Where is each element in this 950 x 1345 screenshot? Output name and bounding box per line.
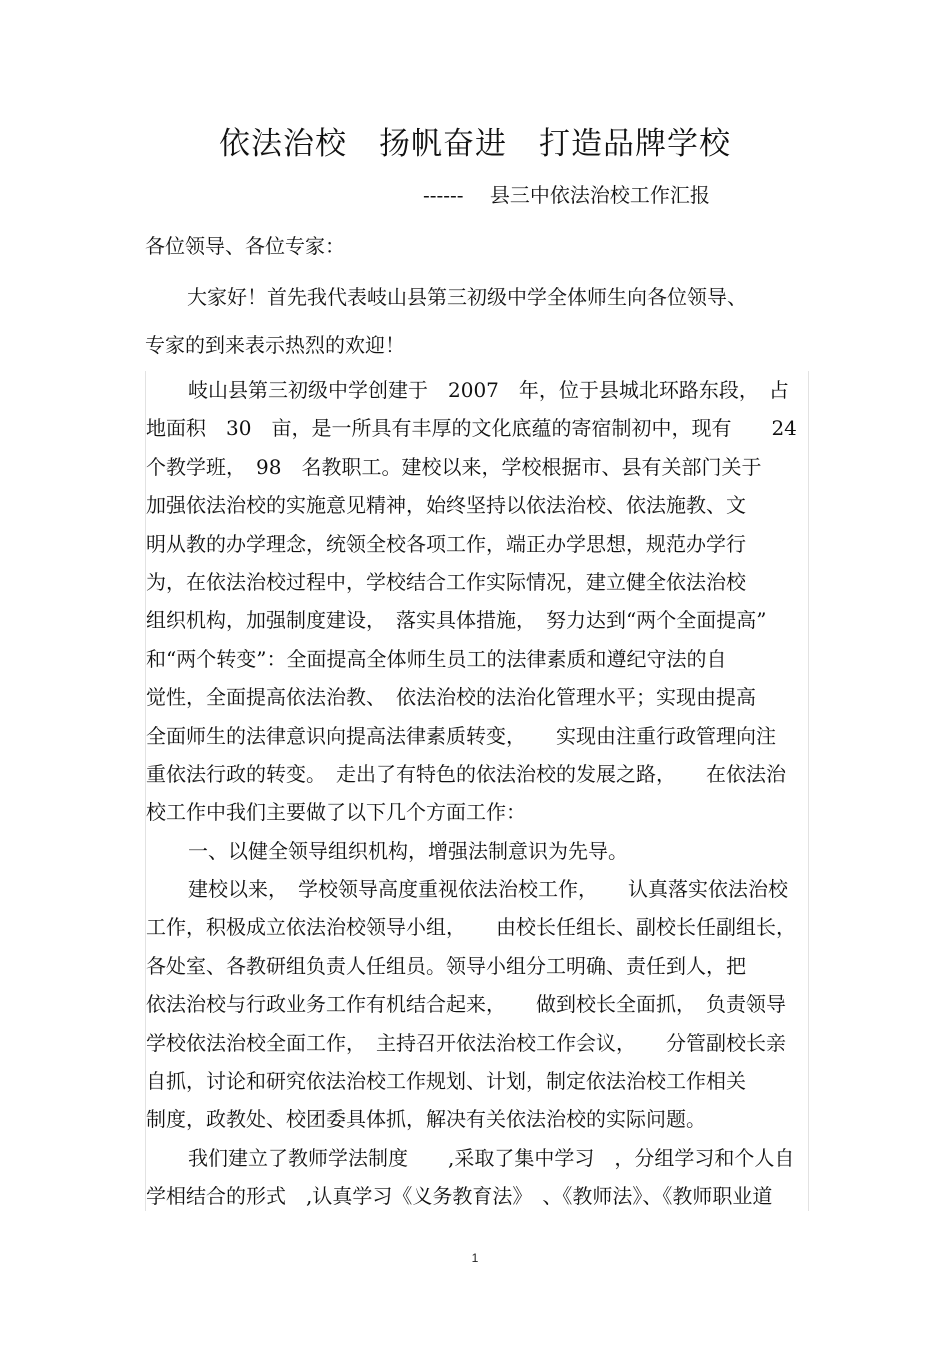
body-line: 各处室、各教研组负责人任组员。领导小组分工明确、责任到人，把	[146, 953, 746, 978]
body-line: 觉性，全面提高依法治教、 依法治校的法治化管理水平；实现由提高	[146, 685, 756, 710]
salutation: 各位领导、各位专家：	[145, 234, 345, 258]
body-line: 校工作中我们主要做了以下几个方面工作：	[146, 800, 526, 825]
body-line: 自抓，讨论和研究依法治校工作规划、计划，制定依法治校工作相关	[146, 1069, 746, 1094]
body-line: 重依法行政的转变。 走出了有特色的依法治校的发展之路， 在依法治	[146, 761, 786, 786]
body-line: 学校依法治校全面工作， 主持召开依法治校工作会议， 分管副校长亲	[146, 1030, 786, 1055]
body-line: 制度，政教处、校团委具体抓，解决有关依法治校的实际问题。	[146, 1107, 706, 1132]
body-line: 岐山县第三初级中学创建于 2007 年，位于县城北环路东段， 占	[188, 378, 789, 402]
body-line: 学相结合的形式 ,认真学习《义务教育法》 、《教师法》、《教师职业道	[146, 1184, 773, 1209]
body-line: 明从教的办学理念，统领全校各项工作，端正办学思想，规范办学行	[146, 531, 746, 556]
body-line: 依法治校与行政业务工作有机结合起来， 做到校长全面抓， 负责领导	[146, 992, 786, 1017]
document-subtitle: ------ 县三中依法治校工作汇报	[423, 183, 710, 207]
body-line: 为，在依法治校过程中，学校结合工作实际情况，建立健全依法治校	[146, 569, 746, 594]
page-number: 1	[471, 1251, 479, 1265]
body-line: 工作，积极成立依法治校领导小组， 由校长任组长、副校长任副组长，	[146, 915, 796, 940]
body-line: 地面积 30 亩，是一所具有丰厚的文化底蕴的寄宿制初中，现有 24	[146, 416, 797, 441]
body-line: 全面师生的法律意识向提高法律素质转变， 实现由注重行政管理向注	[146, 723, 776, 748]
body-line: 组织机构，加强制度建设， 落实具体措施， 努力达到“两个全面提高”	[146, 608, 767, 633]
intro-line: 大家好！首先我代表岐山县第三初级中学全体师生向各位领导、	[187, 285, 747, 309]
body-line: 我们建立了教师学法制度 ,采取了集中学习 ，分组学习和个人自	[188, 1145, 795, 1170]
body-line: 和“两个转变”：全面提高全体师生员工的法律素质和遵纪守法的自	[146, 646, 727, 671]
body-text-block	[145, 371, 809, 1211]
intro-line: 专家的到来表示热烈的欢迎！	[145, 333, 405, 357]
body-line: 个教学班， 98 名教职工。建校以来，学校根据市、县有关部门关于	[146, 454, 762, 479]
body-line: 加强依法治校的实施意见精神，始终坚持以依法治校、依法施教、文	[146, 493, 746, 518]
section-heading: 一、以健全领导组织机构，增强法制意识为先导。	[188, 838, 628, 863]
body-line: 建校以来， 学校领导高度重视依法治校工作， 认真落实依法治校	[188, 877, 788, 902]
document-title: 依法治校 扬帆奋进 打造品牌学校	[219, 126, 731, 162]
